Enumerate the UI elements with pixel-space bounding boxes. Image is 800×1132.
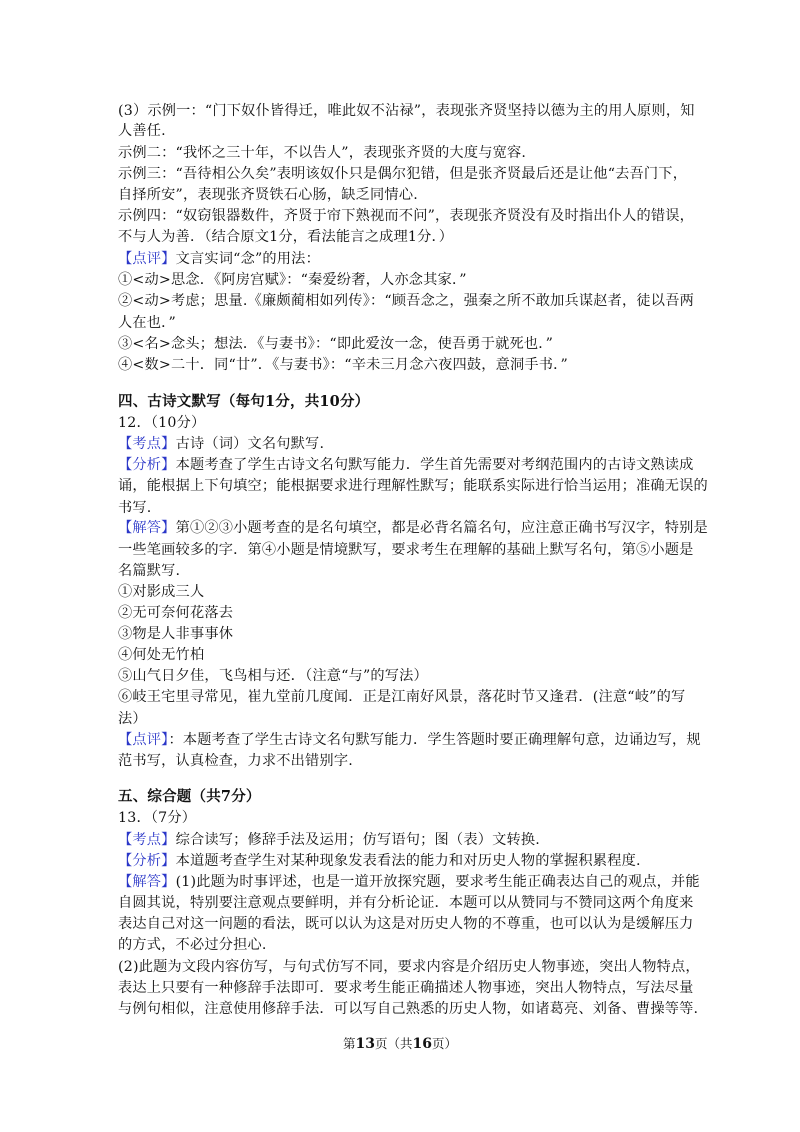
text-line	[118, 121, 688, 141]
text-line	[118, 540, 694, 560]
text-line	[118, 185, 688, 205]
text-line	[118, 334, 688, 354]
line-text: ②无可奈何花落去	[118, 605, 234, 621]
line-text: 法）	[118, 711, 147, 727]
line-text: ⑤山气日夕佳，飞鸟相与还．（注意“与”的写法）	[118, 668, 428, 684]
text-line	[118, 291, 694, 311]
line-text: 表达自己对这一问题的看法，既可以认为这是对历史人物的不尊重，也可以认为是缓解压力	[118, 916, 694, 932]
text-line	[118, 935, 688, 955]
text-line	[118, 872, 700, 892]
line-text: 书写.	[118, 500, 152, 516]
text-line	[118, 518, 708, 538]
text-line	[118, 143, 688, 163]
line-text: 范书写，认真检查，力求不出错别字.	[118, 753, 353, 769]
line-text: 本题考查了学生古诗文名句默写能力．学生首先需要对考纲范围内的古诗文熟读成	[175, 457, 694, 473]
line-text: 综合读写；修辞手法及运用；仿写语句；图（表）文转换.	[175, 832, 540, 848]
text-line	[118, 999, 699, 1019]
annotation-tag: 【解答】	[118, 874, 176, 890]
line-text: 12．（10分）	[118, 415, 206, 431]
line-text: ：本题考查了学生古诗文名句默写能力．学生答题时要正确理解句意，边诵边写，规	[168, 732, 701, 748]
annotation-tag: 【点评】	[118, 251, 176, 267]
line-text: 示例二：“我怀之三十年，不以告人”，表现张齐贤的大度与宽容.	[118, 145, 527, 161]
line-text: 古诗（词）文名句默写.	[175, 436, 325, 452]
line-text: ②<动>考虑；思量.《廉颇蔺相如列传》：“顾吾念之，强秦之所不敢加兵谋赵者，徒以吾两	[118, 293, 694, 309]
line-text: 本道题考查学生对某种现象发表看法的能力和对历史人物的掌握积累程度.	[175, 853, 641, 869]
text-line	[118, 561, 688, 581]
line-text: ④何处无竹柏	[118, 647, 205, 663]
line-text: 与例句相似，注意使用修辞手法．可以写自己熟悉的历史人物，如诸葛亮、刘备、曹操等等.	[118, 1001, 699, 1017]
text-line	[118, 957, 700, 977]
line-text: (3）示例一：“门下奴仆皆得迁，唯此奴不沾禄”，表现张齐贤坚持以德为主的用人原则，知	[118, 103, 695, 119]
line-text: 五、综合题（共7分）	[118, 788, 261, 805]
line-text: (1)此题为时事评述，也是一道开放探究题，要求考生能正确表达自己的观点，并能	[175, 874, 700, 890]
section-heading	[118, 392, 688, 412]
text-line	[118, 830, 688, 850]
text-line	[118, 413, 688, 433]
text-line	[118, 666, 688, 686]
text-line	[118, 687, 688, 707]
page-footer	[0, 1034, 800, 1052]
annotation-tag: 【考点】	[118, 832, 176, 848]
text-line	[118, 227, 688, 247]
text-line	[118, 893, 694, 913]
line-text: 表达上只要有一种修辞手法即可．要求考生能正确描述人物事迹，突出人物特点，写法尽量	[118, 980, 694, 996]
line-text: 的方式，不必过分担心.	[118, 937, 267, 953]
line-text: ③<名>念头；想法．《与妻书》：“即此爱汝一念，使吾勇于就死也．”	[118, 336, 554, 352]
annotation-tag: 【点评】	[118, 732, 169, 748]
text-line	[118, 645, 688, 665]
line-text: 名篇默写.	[118, 563, 181, 579]
text-line	[118, 164, 688, 184]
footer-middle: 页（共	[374, 1036, 413, 1051]
text-line	[118, 603, 688, 623]
text-line	[118, 851, 688, 871]
line-text: 人在也．”	[118, 315, 176, 331]
text-line	[118, 313, 688, 333]
line-text: ⑥岐王宅里寻常见，崔九堂前几度闻．正是江南好风景，落花时节又逢君．(注意“岐”的写	[118, 689, 686, 705]
annotation-tag: 【考点】	[118, 436, 176, 452]
annotation-tag: 【分析】	[118, 457, 176, 473]
text-line	[118, 751, 688, 771]
footer-prefix: 第	[342, 1036, 356, 1051]
line-text: ①对影成三人	[118, 584, 205, 600]
footer-total-pages: 16	[412, 1036, 432, 1052]
text-line	[118, 914, 694, 934]
line-text: 文言实词“念”的用法：	[175, 251, 320, 267]
text-line	[118, 206, 695, 226]
line-text: ③物是人非事事休	[118, 626, 234, 642]
annotation-tag: 【分析】	[118, 853, 176, 869]
line-text: 不与人为善．（结合原文1分，看法能言之成理1分．）	[118, 229, 454, 245]
line-text: 自圆其说，特别要注意观点要鲜明，并有分析论证．本题可以从赞同与不赞同这两个角度来	[118, 895, 694, 911]
line-text: 人善任.	[118, 123, 166, 139]
text-line	[118, 476, 708, 496]
line-text: 自择所安”，表现张齐贤铁石心肠，缺乏同情心.	[118, 187, 418, 203]
text-line	[118, 978, 694, 998]
text-line	[118, 355, 688, 375]
text-line	[118, 270, 688, 290]
text-line	[118, 455, 694, 475]
line-text: ④<数>二十．同“廿”．《与妻书》：“辛未三月念六夜四鼓，意洞手书．”	[118, 357, 568, 373]
footer-suffix: 页）	[431, 1036, 457, 1051]
line-text: (2)此题为文段内容仿写，与句式仿写不同，要求内容是介绍历史人物事迹，突出人物特点，	[118, 959, 700, 975]
line-text: 一些笔画较多的字．第④小题是情境默写，要求考生在理解的基础上默写名句，第⑤小题是	[118, 542, 694, 558]
text-line	[118, 808, 688, 828]
section-heading	[118, 787, 688, 807]
text-line	[118, 498, 688, 518]
text-line	[118, 624, 688, 644]
text-line	[118, 249, 688, 269]
text-line	[118, 434, 688, 454]
text-line	[118, 709, 688, 729]
line-text: 诵，能根据上下句填空；能根据要求进行理解性默写；能联系实际进行恰当运用；准确无误的	[118, 478, 708, 494]
annotation-tag: 【解答】	[118, 520, 176, 536]
text-line	[118, 582, 688, 602]
line-text: 13．（7分）	[118, 810, 197, 826]
footer-page-number: 13	[355, 1036, 375, 1052]
line-text: 示例四：“奴窃银器数件，齐贤于帘下熟视而不问”，表现张齐贤没有及时指出仆人的错误，	[118, 208, 695, 224]
text-line	[118, 730, 701, 750]
line-text: 第①②③小题考查的是名句填空，都是必背名篇名句，应注意正确书写汉字，特别是	[175, 520, 708, 536]
line-text: 示例三：“吾待相公久矣”表明该奴仆只是偶尔犯错，但是张齐贤最后还是让他“去吾门下，	[118, 166, 688, 182]
text-line	[118, 101, 695, 121]
line-text: 四、古诗文默写（每句1分，共10分）	[118, 393, 370, 410]
line-text: ①<动>思念．《阿房宫赋》：“秦爱纷奢，人亦念其家．”	[118, 272, 467, 288]
